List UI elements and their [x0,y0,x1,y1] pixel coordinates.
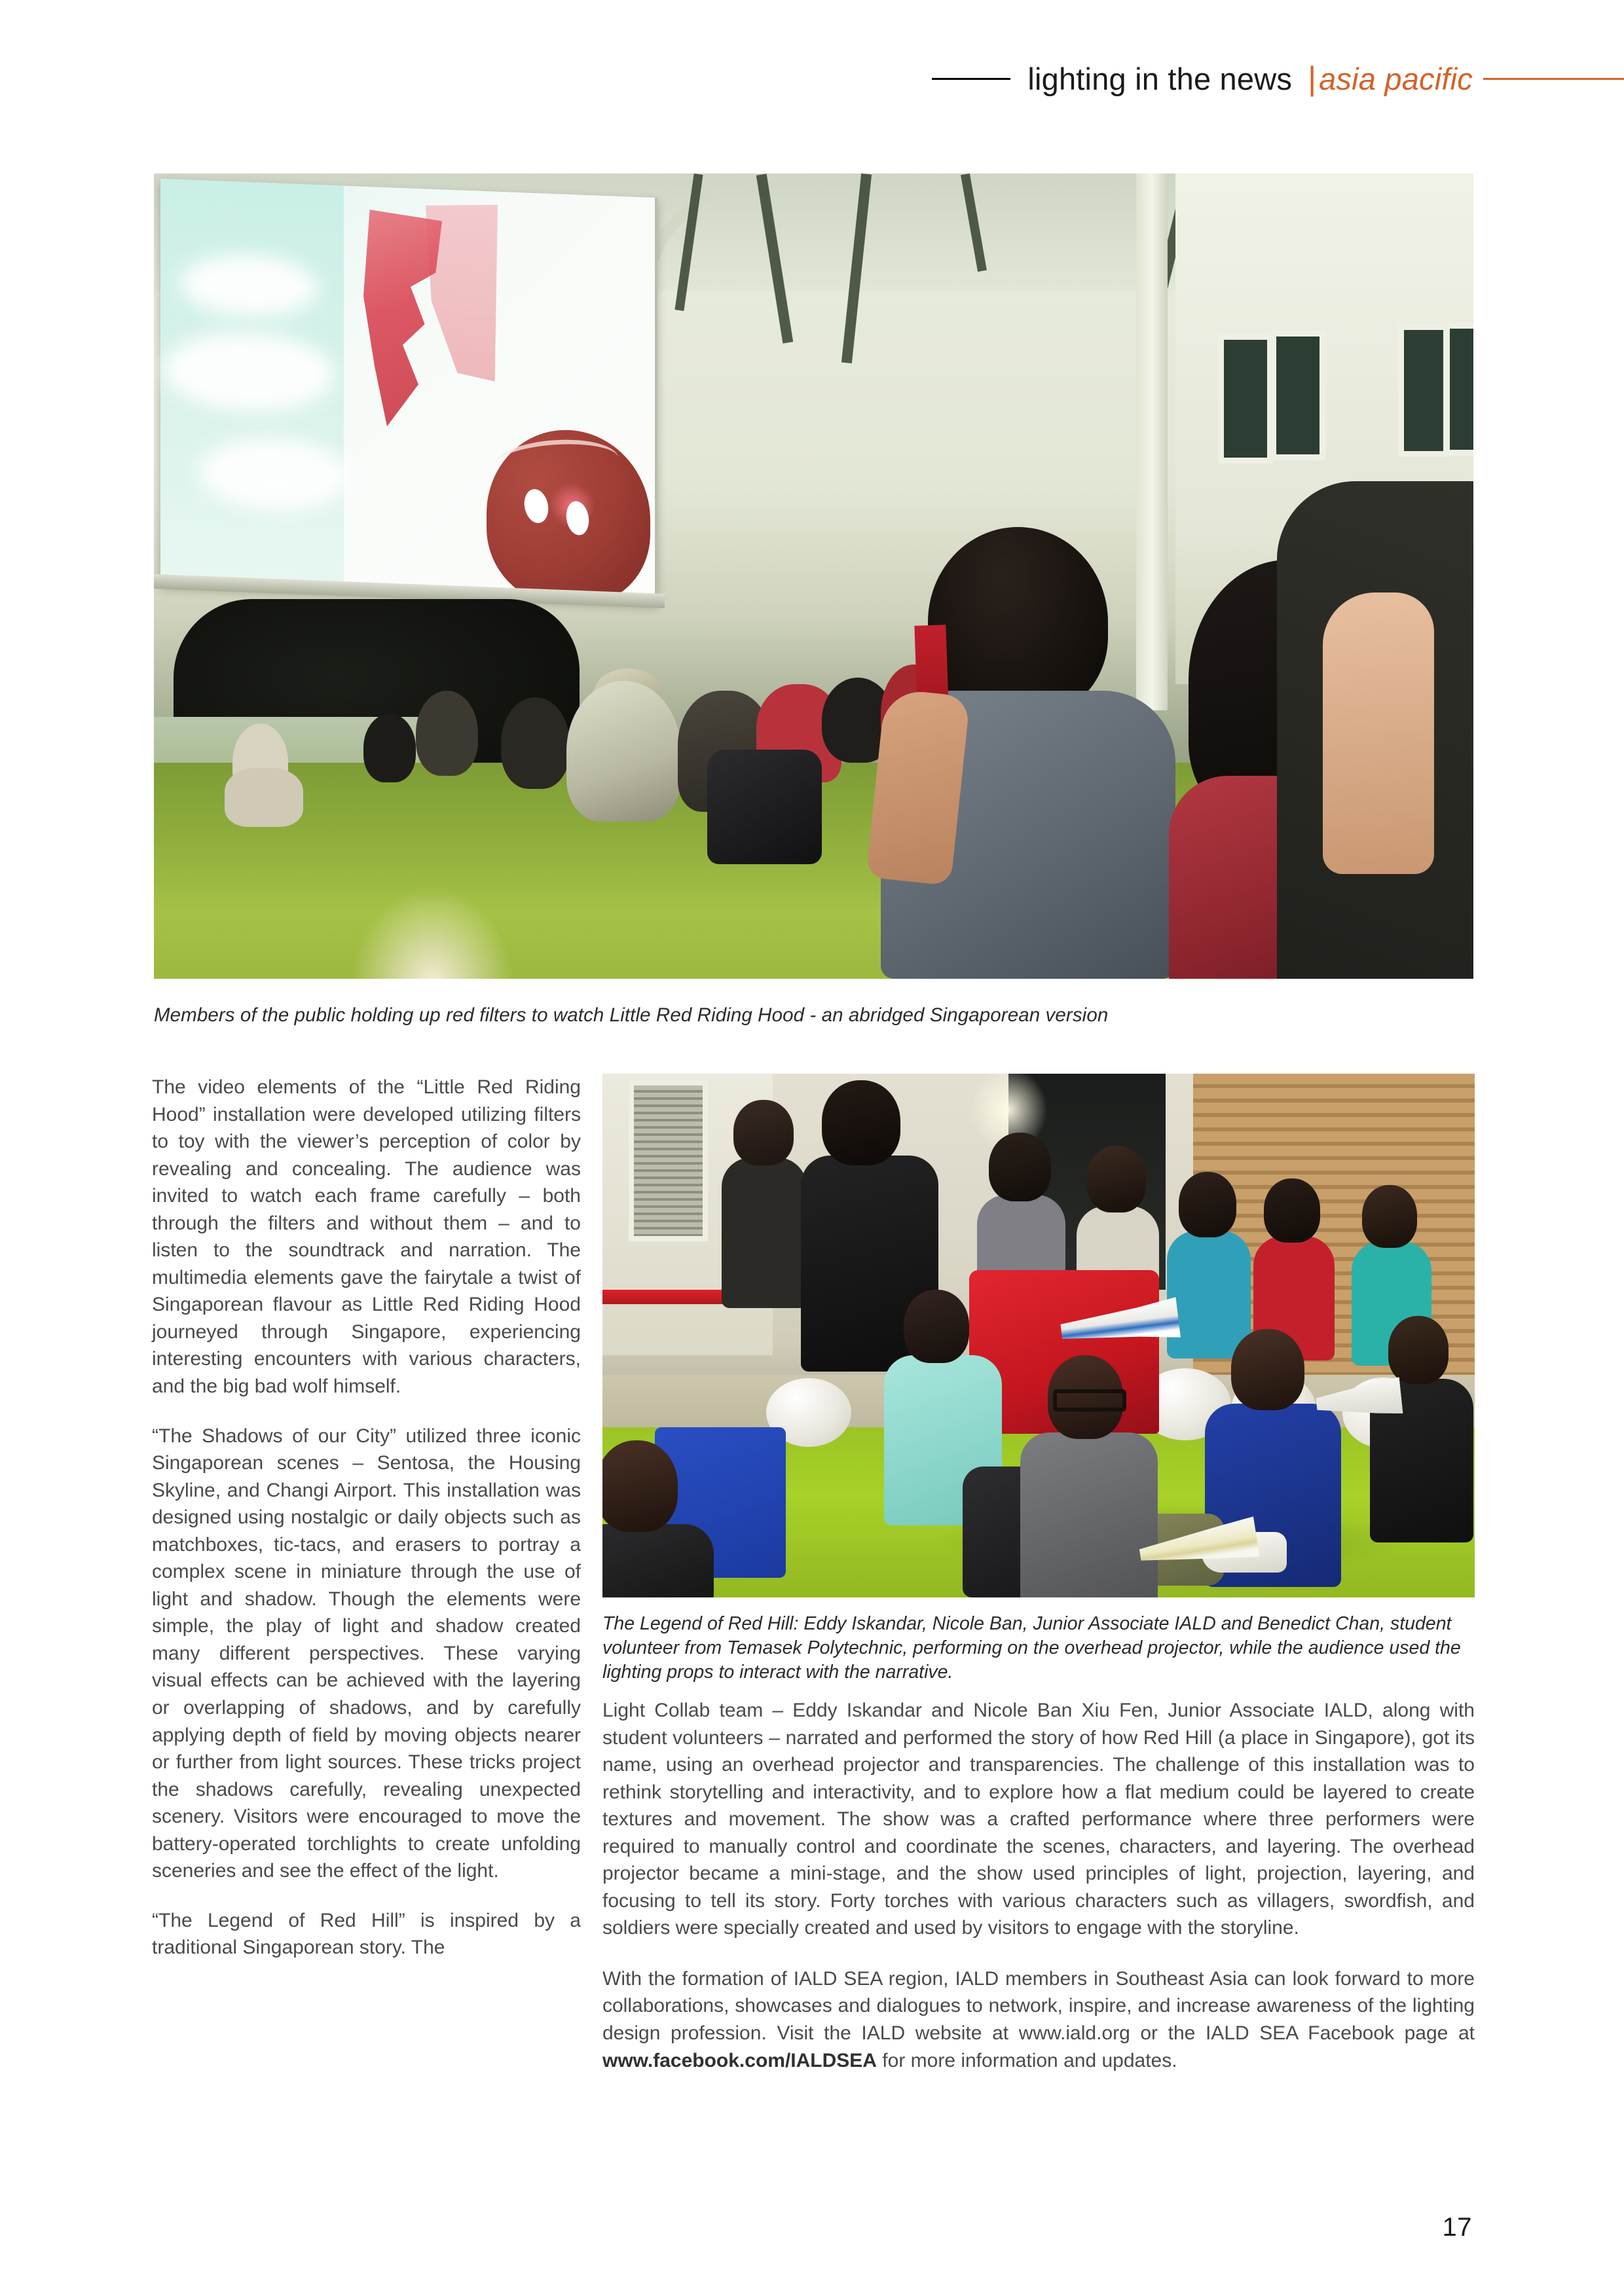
photo-red-hill-performance [602,1074,1475,1597]
facebook-page-link[interactable]: www.facebook.com/IALDSEA [602,2049,877,2071]
audience-member [225,768,303,827]
header-title: lighting in the news [1027,61,1293,96]
backpack [707,750,822,864]
projected-red-shape [363,210,442,429]
hall-window [1398,324,1449,457]
hall-window [1444,323,1473,456]
paragraph-with-link [602,1965,1475,2074]
photo-caption-2: The Legend of Red Hill: Eddy Iskandar, Nicole Ban, Junior Associate IALD and Benedict Chan, student volunteer from Temasek Polytechnic, performing on the overhead projector, while the audience used the lighting props to interact with the narrative. [602,1613,1461,1683]
paragraph: “The Legend of Red Hill” is inspired by a traditional Singaporean story. The [152,1909,581,1959]
paragraph: The video elements of the “Little Red Riding Hood” installation were developed utilizing filters to toy with the viewer’s perception of color by revealing and concealing. The audience was invited to watch each frame carefully – both through the filters and without them – and to listen to the soundtrack and narration. The multimedia elements gave the fairytale a twist of Singaporean flavour as Little Red Riding Hood journeyed through Singapore, experiencing interesting encounters with various characters, and the big bad wolf himself. [152,1076,581,1398]
header-rule-right [1483,78,1624,80]
glasses-icon [1053,1389,1126,1412]
audience-member [501,697,570,789]
header-rule-left [932,78,1010,80]
article-left-column [152,1074,581,1961]
audience-member [566,681,681,822]
audience-member [363,714,416,782]
audience-member [416,691,478,776]
audience-member-foreground [602,1440,714,1597]
page-number: 17 [1442,2213,1472,2242]
hall-window [1218,334,1273,464]
paragraph: “The Shadows of our City” utilized three iconic Singaporean scenes – Sentosa, the Housing Skyline, and Changi Airport. This installation was designed using nostalgic or daily objects such as matchboxes, tic-tacs, and erasers to portray a complex scene in miniature through the use of light and shadow. Though the elements were simple, the play of light and shadow created many different perspectives. These varying visual effects can be achieved with the layering or overlapping of shadows, and by carefully applying depth of field by moving objects nearer or further from light sources. These tricks project the shadows carefully, revealing unexpected scenery. Visitors were encouraged to move the battery-operated torchlights to create unfolding sceneries and see the effect of the light. [152,1425,581,1882]
man-head [928,527,1108,717]
projection-screen [160,179,657,604]
photo-caption-1: Members of the public holding up red filters to watch Little Red Riding Hood - an abridged Singaporean version [154,1004,1109,1026]
hall-window [1270,331,1325,460]
article-right-column [602,1697,1475,2074]
paragraph: Light Collab team – Eddy Iskandar and Nicole Ban Xiu Fen, Junior Associate IALD, along with student volunteers – narrated and performed the story of how Red Hill (a place in Singapore), got its name, using an overhead projector and transparencies. The challenge of this installation was to rethink storytelling and interactivity, and to explore how a flat medium could be layered to create textures and movement. The show was a crafted performance where three performers were required to manually control and coordinate the scenes, characters, and layering. The overhead projector became a mini-stage, and the show used principles of light, projection, layering, and focusing to tell its story. Forty torches with various characters such as villagers, swordfish, and soldiers were specially created and used by visitors to engage with the storyline. [602,1700,1475,1939]
window-shutter [629,1080,708,1241]
page-header [0,59,1624,98]
closing-text-after-link: for more information and updates. [876,2049,1177,2071]
header-separator-bar: | [1308,60,1317,97]
light-flare [350,887,514,979]
photo-audience-red-filters [154,173,1473,979]
foreground-man-with-filter [881,527,1182,979]
closing-text-before-link: With the formation of IALD SEA region, IALD members in Southeast Asia can look forward to more collaborations, showcases and dialogues to network, inspire, and increase awareness of the lighting design profession. Visit the IALD website at www.iald.org or the IALD SEA Facebook page at [602,1967,1475,2045]
header-region-label: asia pacific [1319,61,1473,96]
foreground-right-arm [1323,592,1434,874]
